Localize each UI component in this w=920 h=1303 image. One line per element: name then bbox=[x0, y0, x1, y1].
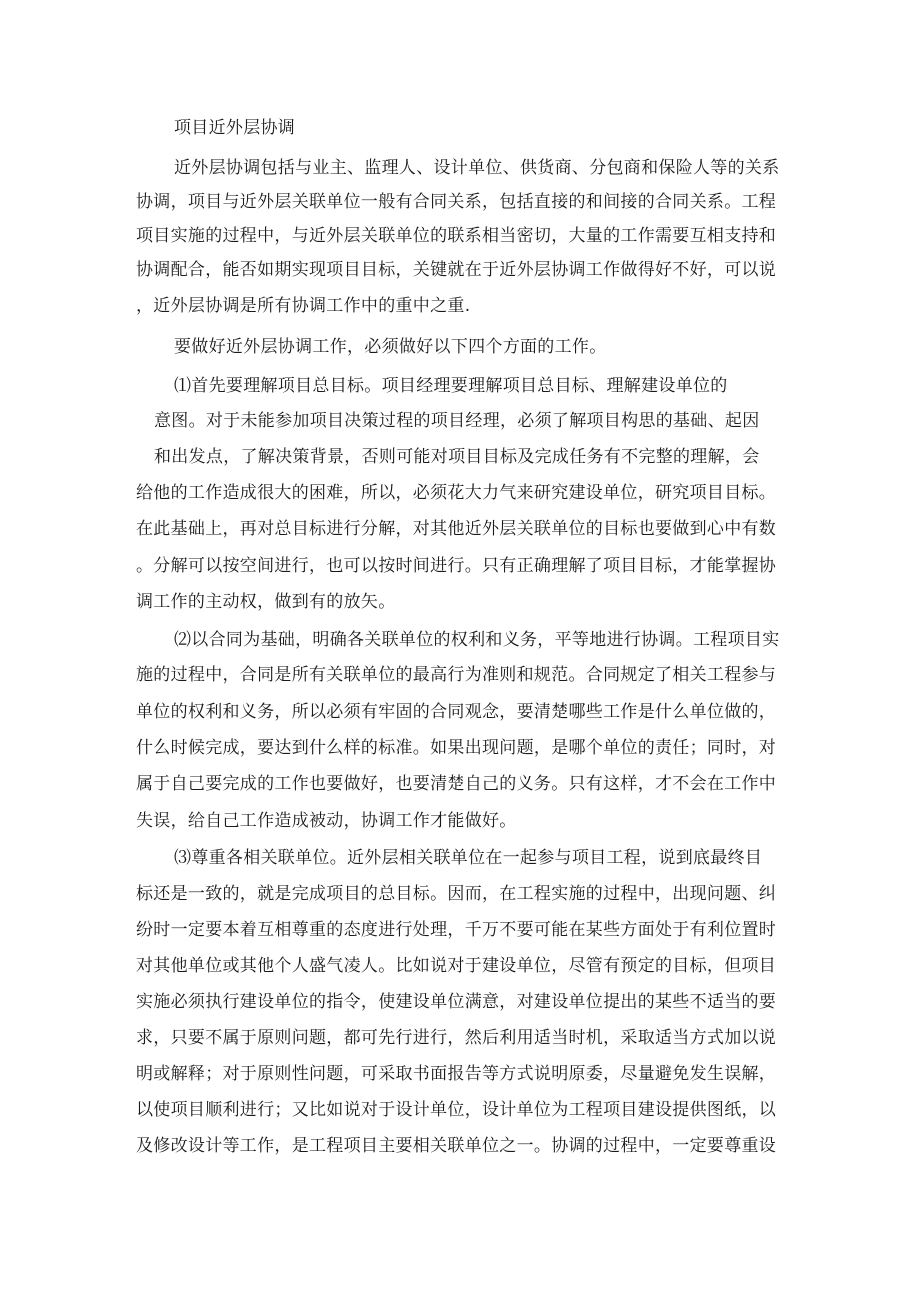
document-title: 项目近外层协调 bbox=[174, 118, 296, 138]
text-line: 和出发点，了解决策背景，否则可能对项目目标及完成任务有不完整的理解，会 bbox=[154, 447, 760, 467]
text-line: 近外层协调包括与业主、监理人、设计单位、供货商、分包商和保险人等的关系 bbox=[174, 158, 780, 178]
text-line: 对其他单位或其他个人盛气凌人。比如说对于建设单位，尽管有预定的目标，但项目 bbox=[136, 956, 777, 976]
text-line: 给他的工作造成很大的困难，所以，必须花大力气来研究建设单位，研究项目目标。 bbox=[136, 483, 777, 503]
text-line: 失误，给自己工作造成被动，协调工作才能做好。 bbox=[136, 811, 517, 831]
text-line: 什么时候完成，要达到什么样的标准。如果出现问题，是哪个单位的责任；同时，对 bbox=[136, 738, 777, 758]
text-line: 。分解可以按空间进行，也可以按时间进行。只有正确理解了项目目标，才能掌握协 bbox=[136, 556, 777, 576]
text-line: ，近外层协调是所有协调工作中的重中之重. bbox=[136, 296, 471, 316]
text-line: ⑴首先要理解项目总目标。项目经理要理解项目总目标、理解建设单位的 bbox=[174, 376, 728, 396]
text-line: 属于自己要完成的工作也要做好，也要清楚自己的义务。只有这样，才不会在工作中 bbox=[136, 774, 777, 794]
text-line: 协调，项目与近外层关联单位一般有合同关系，包括直接的和间接的合同关系。工程 bbox=[136, 192, 777, 212]
text-line: ⑵以合同为基础，明确各关联单位的权利和义务，平等地进行协调。工程项目实 bbox=[174, 630, 780, 650]
text-line: ⑶尊重各相关联单位。近外层相关联单位在一起参与项目工程，说到底最终目 bbox=[174, 848, 763, 868]
text-line: 以使项目顺利进行；又比如说对于设计单位，设计单位为工程项目建设提供图纸，以 bbox=[136, 1100, 777, 1120]
text-line: 明或解释；对于原则性问题，可采取书面报告等方式说明原委，尽量避免发生误解， bbox=[136, 1064, 777, 1084]
text-line: 调工作的主动权，做到有的放矢。 bbox=[136, 592, 396, 612]
text-line: 协调配合，能否如期实现项目目标，关键就在于近外层协调工作做得好不好，可以说 bbox=[136, 260, 777, 280]
text-line: 要做好近外层协调工作，必须做好以下四个方面的工作。 bbox=[174, 337, 607, 357]
text-line: 纷时一定要本着互相尊重的态度进行处理，千万不要可能在某些方面处于有利位置时 bbox=[136, 920, 777, 940]
text-line: 在此基础上，再对总目标进行分解，对其他近外层关联单位的目标也要做到心中有数 bbox=[136, 519, 777, 539]
text-line: 意图。对于未能参加项目决策过程的项目经理，必须了解项目构思的基础、起因 bbox=[154, 411, 760, 431]
text-line: 标还是一致的，就是完成项目的总目标。因而，在工程实施的过程中，出现问题、纠 bbox=[136, 884, 777, 904]
text-line: 项目实施的过程中，与近外层关联单位的联系相当密切，大量的工作需要互相支持和 bbox=[136, 226, 777, 246]
text-line: 及修改设计等工作，是工程项目主要相关联单位之一。协调的过程中，一定要尊重设 bbox=[136, 1136, 777, 1156]
text-line: 求，只要不属于原则问题，都可先行进行，然后利用适当时机，采取适当方式加以说 bbox=[136, 1028, 777, 1048]
text-line: 施的过程中，合同是所有关联单位的最高行为准则和规范。合同规定了相关工程参与 bbox=[136, 665, 777, 685]
text-line: 单位的权利和义务，所以必须有牢固的合同观念，要清楚哪些工作是什么单位做的， bbox=[136, 702, 777, 722]
text-line: 实施必须执行建设单位的指令，使建设单位满意，对建设单位提出的某些不适当的要 bbox=[136, 992, 777, 1012]
